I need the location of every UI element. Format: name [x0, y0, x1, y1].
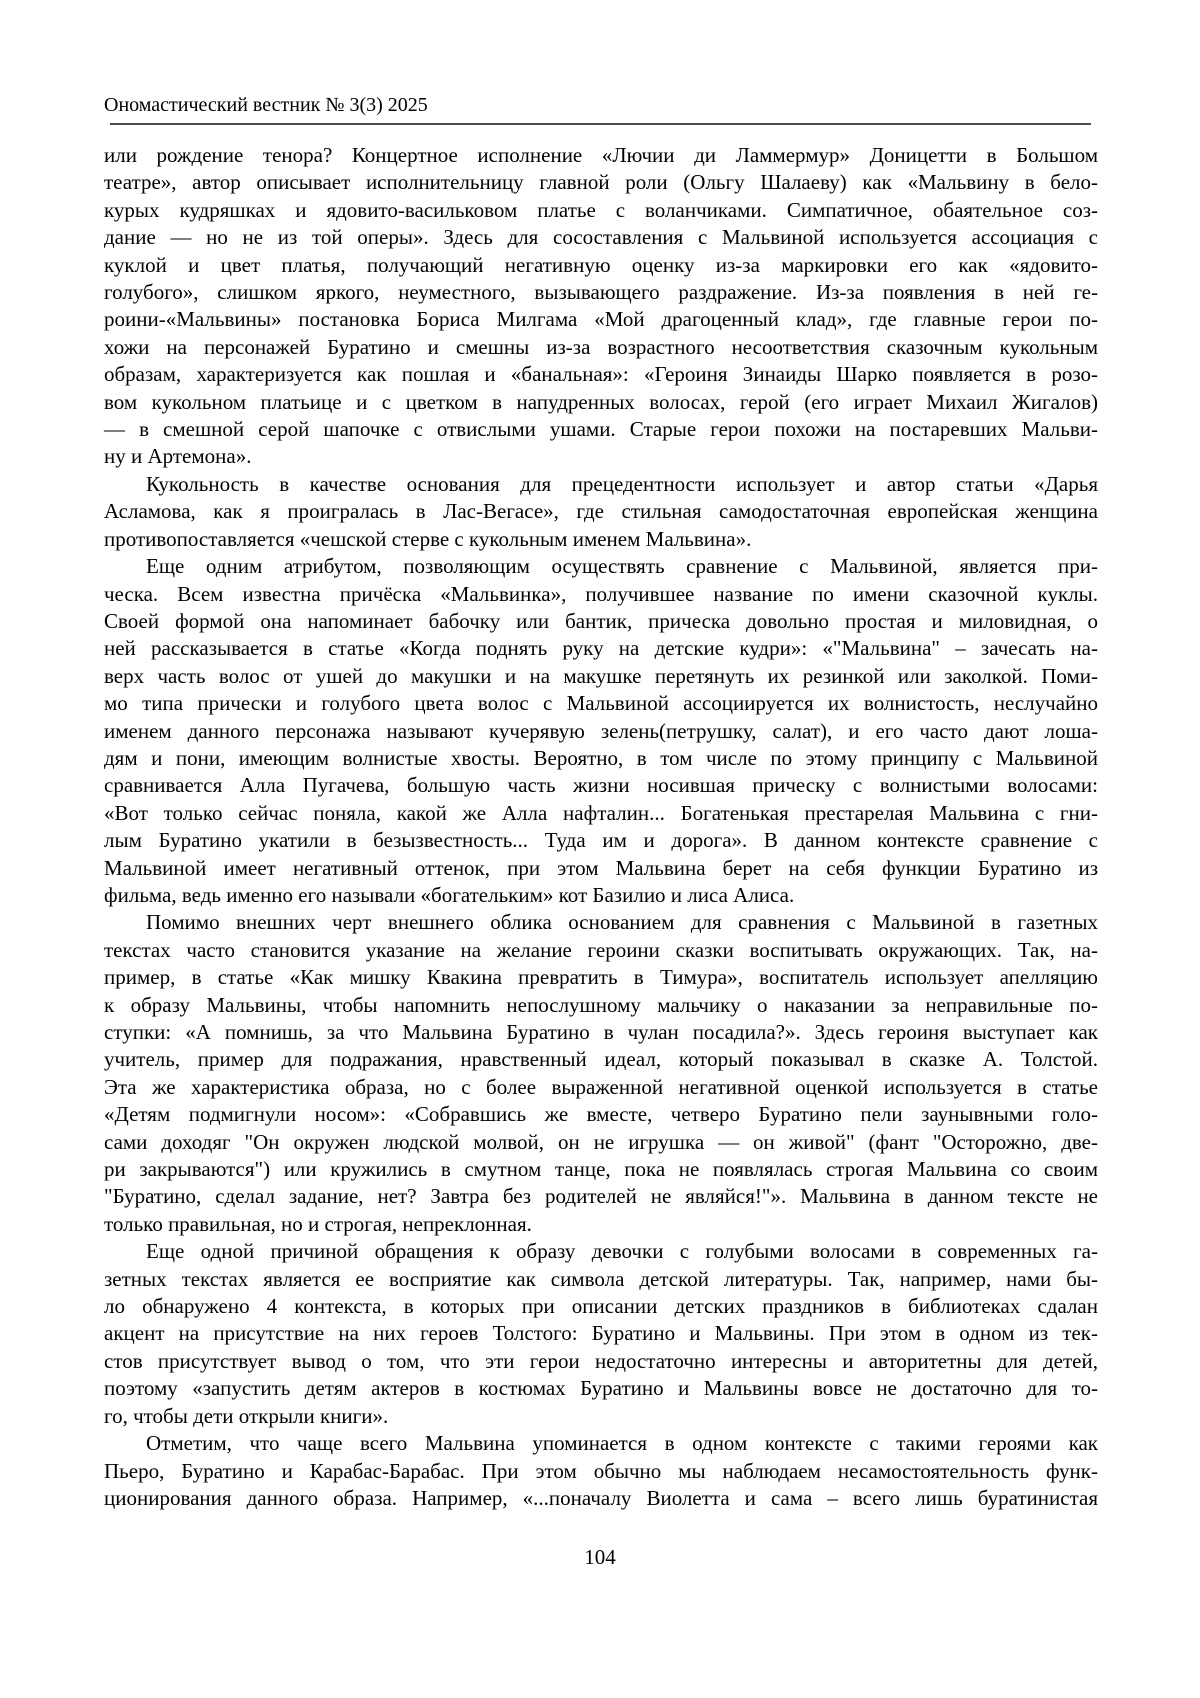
header-rule — [110, 123, 1091, 125]
text-line: вом кукольном платьице и с цветком в напудренных волосах, герой (его играет Михаил Жигалов) — [104, 389, 1098, 414]
paragraph — [104, 1238, 1098, 1430]
article-body — [104, 142, 1098, 1512]
text-line: ну и Артемона». — [104, 444, 252, 469]
text-line: курых кудряшках и ядовито-васильковом платье с воланчиками. Симпатичное, обаятельное соз- — [104, 197, 1098, 222]
paragraph — [104, 553, 1098, 909]
text-line: верх часть волос от ушей до макушки и на макушке перетянуть их резинкой или заколкой. Поми- — [104, 663, 1098, 688]
text-line: сами доходяг "Он окружен людской молвой, он не игрушка — он живой" (фант "Осторожно, две- — [104, 1129, 1098, 1154]
text-line: текстах часто становится указание на желание героини сказки воспитывать окружающих. Так, на- — [104, 937, 1098, 962]
text-line: мо типа прически и голубого цвета волос с Мальвиной ассоциируется их волнистость, неслучайно — [104, 691, 1098, 716]
text-line: Помимо внешних черт внешнего облика основанием для сравнения с Мальвиной в газетных — [146, 910, 1098, 935]
text-line: роини-«Мальвины» постановка Бориса Милгама «Мой драгоценный клад», где главные герои по- — [104, 307, 1098, 332]
text-line: пример, в статье «Как мишку Квакина превратить в Тимура», воспитатель использует апелляцию — [104, 965, 1098, 990]
text-line: зетных текстах является ее восприятие как символа детской литературы. Так, например, нами бы- — [104, 1266, 1098, 1291]
text-line: «Детям подмигнули носом»: «Собравшись же вместе, четверо Буратино пели заунывными голо- — [104, 1102, 1098, 1127]
page-number: 104 — [584, 1545, 616, 1569]
page-footer — [0, 1544, 1200, 1571]
text-line: дям и пони, имеющим волнистые хвосты. Вероятно, в том числе по этому принципу с Мальвиной — [104, 745, 1098, 770]
text-line: поэтому «запустить детям актеров в костюмах Буратино и Мальвины вовсе не достаточно для то- — [104, 1376, 1098, 1401]
text-line: — в смешной серой шапочке с отвислыми ушами. Старые герои похожи на постаревших Мальви- — [104, 417, 1098, 442]
paragraph — [104, 471, 1098, 553]
text-line: ло обнаружено 4 контекста, в которых при описании детских праздников в библиотеках сдалан — [104, 1294, 1098, 1319]
journal-header — [104, 93, 1098, 117]
text-line: ней рассказывается в статье «Когда поднять руку на детские кудри»: «"Мальвина" – зачесать на- — [104, 636, 1098, 661]
text-line: стов присутствует вывод о том, что эти герои недостаточно интересны и авторитетны для детей, — [104, 1348, 1098, 1373]
text-line: голубого», слишком яркого, неуместного, вызывающего раздражение. Из-за появления в ней ге- — [104, 280, 1098, 305]
text-line: или рождение тенора? Концертное исполнение «Лючии ди Ламмермур» Доницетти в Большом — [104, 143, 1098, 167]
text-line: именем данного персонажа называют кучерявую зелень(петрушку, салат), и его часто дают лоша- — [104, 718, 1098, 743]
text-line: фильма, ведь именно его называли «богательким» кот Базилио и лиса Алиса. — [104, 882, 795, 907]
text-line: «Вот только сейчас поняла, какой же Алла нафталин... Богатенькая престарелая Мальвина с гни- — [104, 800, 1098, 825]
text-line: акцент на присутствие на них героев Толстого: Буратино и Мальвины. При этом в одном из тек- — [104, 1321, 1098, 1346]
text-line: ческа. Всем известна причёска «Мальвинка», получившее название по имени сказочной куклы. — [104, 581, 1098, 606]
text-line: Еще одним атрибутом, позволяющим осуществять сравнение с Мальвиной, является при- — [146, 554, 1098, 579]
text-line: ционирования данного образа. Например, «...поначалу Виолетта и сама – всего лишь буратинистая — [104, 1485, 1098, 1510]
text-line: хожи на персонажей Буратино и смешны из-за возрастного несоответствия сказочным кукольным — [104, 334, 1098, 359]
text-line: учитель, пример для подражания, нравственный идеал, который показывал в сказке А. Толстой. — [104, 1047, 1098, 1072]
text-line: только правильная, но и строгая, непреклонная. — [104, 1211, 532, 1236]
text-line: Отметим, что чаще всего Мальвина упоминается в одном контексте с такими героями как — [146, 1431, 1098, 1456]
text-line: Мальвиной имеет негативный оттенок, при этом Мальвина берет на себя функции Буратино из — [104, 855, 1098, 880]
text-line: противопоставляется «чешской стерве с кукольным именем Мальвина». — [104, 526, 752, 551]
text-line: Пьеро, Буратино и Карабас-Барабас. При этом обычно мы наблюдаем несамостоятельность функ- — [104, 1458, 1098, 1483]
text-line: сравнивается Алла Пугачева, большую часть жизни носившая прическу с волнистыми волосами: — [104, 773, 1098, 798]
text-line: Эта же характеристика образа, но с более выраженной негативной оценкой используется в статье — [104, 1074, 1098, 1099]
text-line: лым Буратино укатили в безызвестность... Туда им и дорога». В данном контексте сравнение с — [104, 828, 1098, 853]
text-line: Асламова, как я проигралась в Лас-Вегасе», где стильная самодостаточная европейская женщина — [104, 499, 1098, 524]
text-line: куклой и цвет платья, получающий негативную оценку из-за маркировки его как «ядовито- — [104, 252, 1098, 277]
journal-title: Ономастический вестник № 3(3) 2025 — [104, 94, 428, 116]
text-line: "Буратино, сделал задание, нет? Завтра без родителей не являйся!"». Мальвина в данном тексте не — [104, 1184, 1098, 1209]
text-line: ступки: «А помнишь, за что Мальвина Буратино в чулан посадила?». Здесь героиня выступает как — [104, 1020, 1098, 1044]
text-line: дание — но не из той оперы». Здесь для сосоставления с Мальвиной используется ассоциация с — [104, 225, 1098, 250]
paragraph — [104, 142, 1098, 471]
text-line: го, чтобы дети открыли книги». — [104, 1403, 389, 1428]
text-line: к образу Мальвины, чтобы напомнить непослушному мальчику о наказании за неправильные по- — [104, 992, 1098, 1017]
text-line: театре», автор описывает исполнительницу главной роли (Ольгу Шалаеву) как «Мальвину в бело- — [104, 170, 1098, 195]
text-line: Кукольность в качестве основания для прецедентности использует и автор статьи «Дарья — [146, 471, 1098, 496]
text-line: ри закрываются") или кружились в смутном танце, пока не появлялась строгая Мальвина со своим — [104, 1157, 1098, 1182]
text-line: образам, характеризуется как пошлая и «банальная»: «Героиня Зинаиды Шарко появляется в розо- — [104, 362, 1098, 387]
paragraph — [104, 1430, 1098, 1512]
text-line: Своей формой она напоминает бабочку или бантик, прическа довольно простая и миловидная, о — [104, 608, 1098, 633]
text-line: Еще одной причиной обращения к образу девочки с голубыми волосами в современных га- — [146, 1239, 1098, 1264]
paragraph — [104, 909, 1098, 1238]
